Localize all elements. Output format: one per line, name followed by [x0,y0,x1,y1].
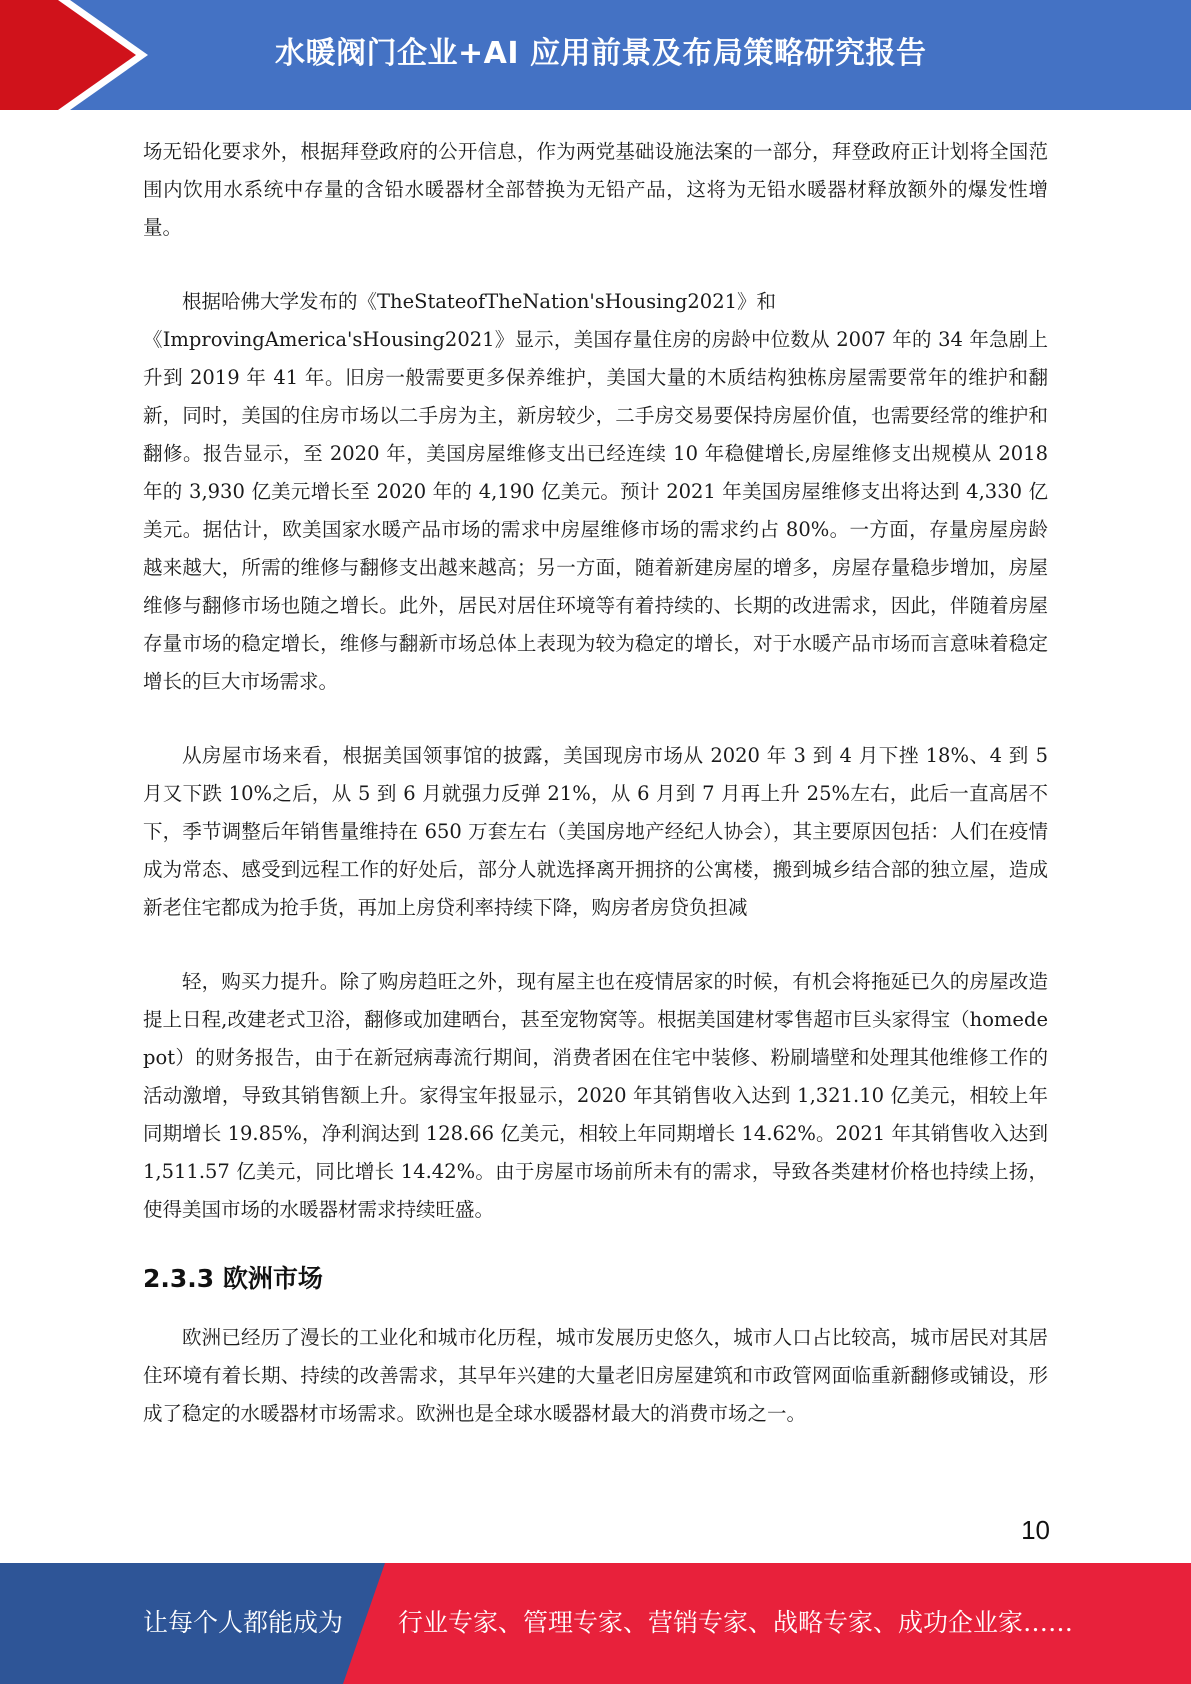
paragraph-continuation: 场无铅化要求外，根据拜登政府的公开信息，作为两党基础设施法案的一部分，拜登政府正计划将全国范围内饮用水系统中存量的含铅水暖器材全部替换为无铅产品，这将为无铅水暖器材释放额外的爆发性增量。 [143,140,1048,239]
header-arrow-red [0,0,136,110]
paragraph-harvard-report-line: 根据哈佛大学发布的《TheStateofTheNation'sHousing2021》和 [182,290,777,313]
page-footer [0,1563,1191,1684]
section-heading-europe: 2.3.3 欧洲市场 [143,1264,323,1293]
paragraph-housing-maintenance: 《ImprovingAmerica'sHousing2021》显示，美国存量住房的房龄中位数从 2007 年的 34 年急剧上升到 2019 年 41 年。旧房一般需要更多保养维护，美国大量的木质结构独栋房屋需要常年的维护和翻新，同时，美国的住房市场以二手房为主，新房较少，二手房交易要保持房屋价值，也需要经常的维护和翻修。报告显示，至 2020 年，美国房屋维修支出已经连续 10 年稳健增长,房屋维修支出规模从 2018 年的 3,930 亿美元增长至 2020 年的 4,190 亿美元。预计 2021 年美国房屋维修支出将达到 4,330 亿美元。据估计，欧美国家水暖产品市场的需求中房屋维修市场的需求约占 80%。一方面，存量房屋房龄越来越大，所需的维修与翻修支出越来越高；另一方面，随着新建房屋的增多，房屋存量稳步增加，房屋维修与翻修市场也随之增长。此外，居民对居住环境等有着持续的、长期的改进需求，因此，伴随着房屋存量市场的稳定增长，维修与翻新市场总体上表现为较为稳定的增长，对于水暖产品市场而言意味着稳定增长的巨大市场需求。 [143,328,1048,693]
page-header [0,0,1191,110]
page-number: 10 [1021,1515,1050,1545]
footer-slogan-left: 让每个人都能成为 [143,1608,344,1637]
paragraph-home-depot: 轻，购买力提升。除了购房趋旺之外，现有屋主也在疫情居家的时候，有机会将拖延已久的房屋改造提上日程,改建老式卫浴，翻修或加建晒台，甚至宠物窝等。根据美国建材零售超市巨头家得宝（homedepot）的财务报告，由于在新冠病毒流行期间，消费者困在住宅中装修、粉刷墙壁和处理其他维修工作的活动激增，导致其销售额上升。家得宝年报显示，2020 年其销售收入达到 1,321.10 亿美元，相较上年同期增长 19.85%，净利润达到 128.66 亿美元，相较上年同期增长 14.62%。2021 年其销售收入达到 1,511.57 亿美元，同比增长 14.42%。由于房屋市场前所未有的需求，导致各类建材价格也持续上扬，使得美国市场的水暖器材需求持续旺盛。 [143,970,1048,1221]
header-title: 水暖阀门企业+AI 应用前景及布局策略研究报告 [275,36,927,71]
report-body [143,133,1048,1433]
paragraph-europe-market: 欧洲已经历了漫长的工业化和城市化历程，城市发展历史悠久，城市人口占比较高，城市居民对其居住环境有着长期、持续的改善需求，其早年兴建的大量老旧房屋建筑和市政管网面临重新翻修或铺设，形成了稳定的水暖器材市场需求。欧洲也是全球水暖器材最大的消费市场之一。 [143,1326,1048,1425]
paragraph-housing-market: 从房屋市场来看，根据美国领事馆的披露，美国现房市场从 2020 年 3 到 4 月下挫 18%、4 到 5 月又下跌 10%之后，从 5 到 6 月就强力反弹 21%，从 6 月到 7 月再上升 25%左右，此后一直高居不下，季节调整后年销售量维持在 650 万套左右（美国房地产经纪人协会），其主要原因包括：人们在疫情成为常态、感受到远程工作的好处后，部分人就选择离开拥挤的公寓楼，搬到城乡结合部的独立屋，造成新老住宅都成为抢手货，再加上房贷利率持续下降，购房者房贷负担减 [143,744,1048,919]
footer-slogan-right: 行业专家、管理专家、营销专家、战略专家、成功企业家…… [398,1608,1074,1637]
